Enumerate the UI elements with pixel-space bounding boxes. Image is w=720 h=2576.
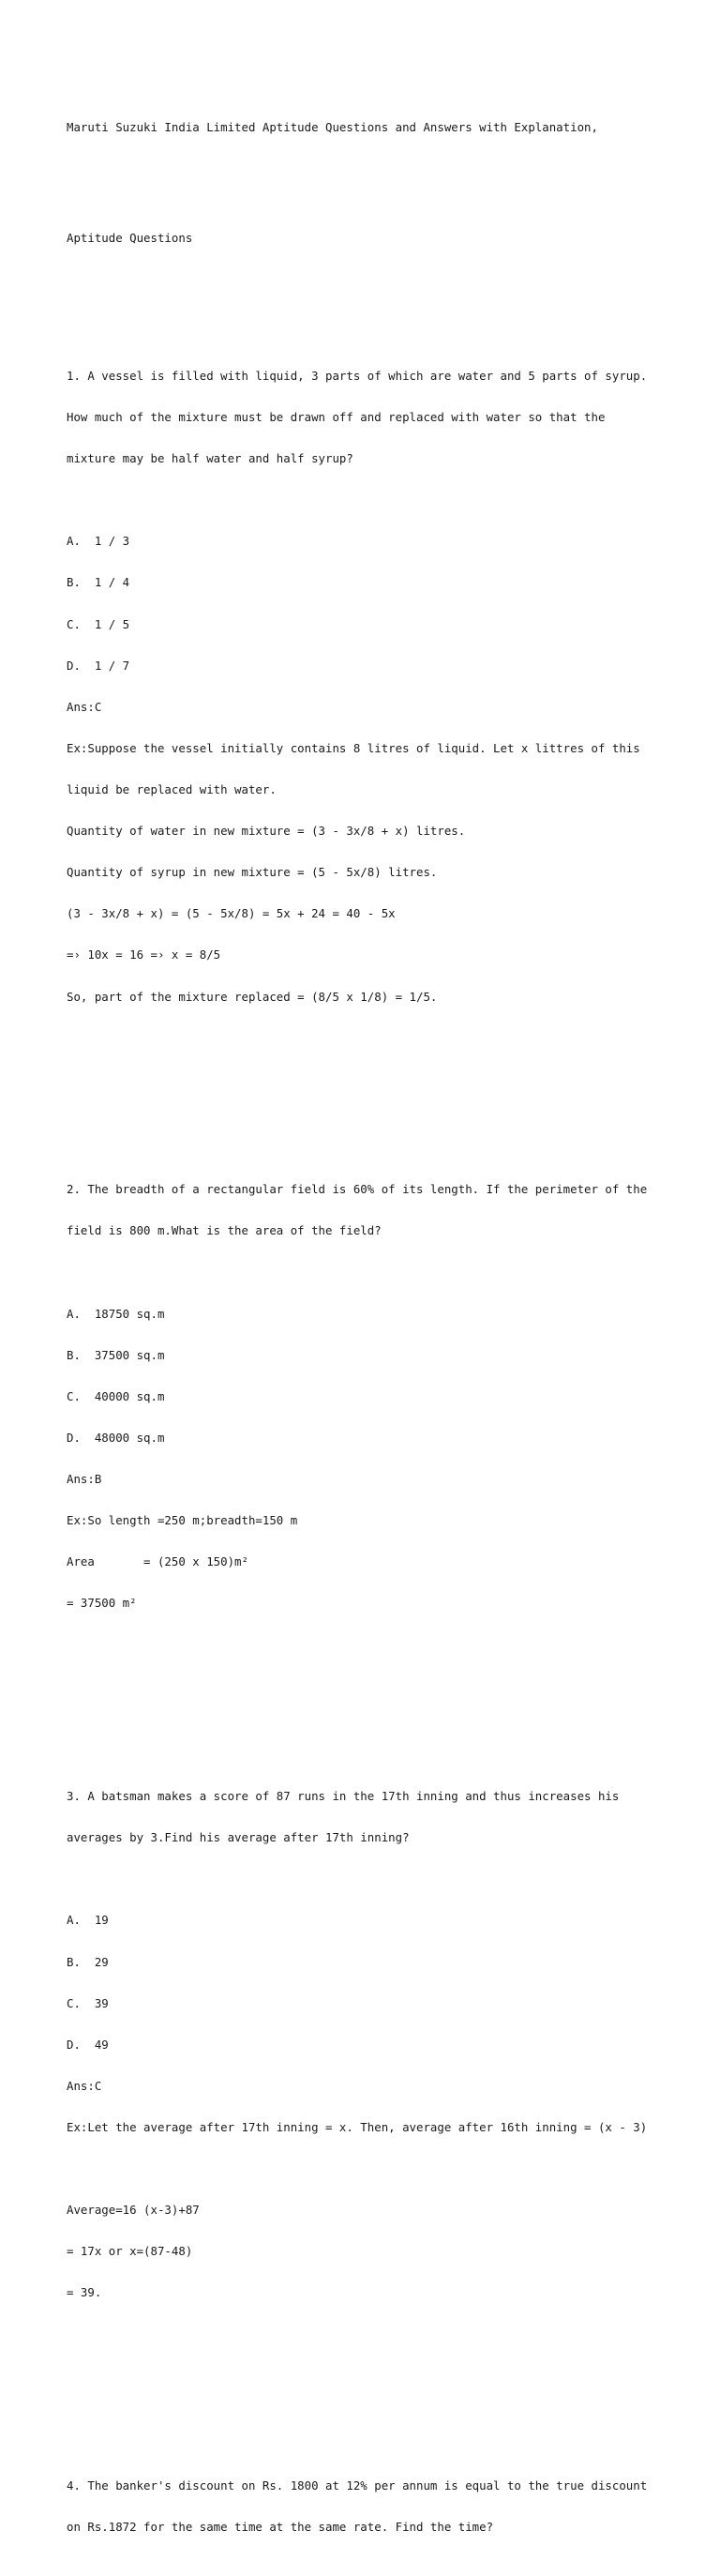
question-text: averages by 3.Find his average after 17th inning?	[67, 1830, 410, 1845]
question-block	[67, 1156, 667, 1639]
question-text: field is 800 m.What is the area of the field?	[67, 1223, 382, 1238]
answer: Ans:B	[67, 1472, 102, 1487]
option-b: B. 1 / 4	[67, 575, 130, 590]
document-page	[67, 94, 667, 2576]
section-title: Aptitude Questions	[67, 230, 193, 245]
option-c: C. 1 / 5	[67, 616, 130, 631]
question-text: 1. A vessel is filled with liquid, 3 parts of which are water and 5 parts of syrup.	[67, 368, 648, 383]
explanation-line: = 37500 m²	[67, 1596, 137, 1611]
explanation-line: Quantity of water in new mixture = (3 - 3x/8 + x) litres.	[67, 824, 466, 839]
question-text: 2. The breadth of a rectangular field is 60% of its length. If the perimeter of the	[67, 1182, 648, 1197]
option-d: D. 48000 sq.m	[67, 1430, 165, 1445]
option-a: A. 1 / 3	[67, 534, 130, 549]
document-title: Maruti Suzuki India Limited Aptitude Questions and Answers with Explanation,	[67, 120, 598, 135]
question-text: 4. The banker's discount on Rs. 1800 at 12% per annum is equal to the true discount	[67, 2478, 648, 2493]
answer: Ans:C	[67, 2078, 102, 2093]
explanation-line: Ex:Suppose the vessel initially contains 8 litres of liquid. Let x littres of this	[67, 740, 640, 755]
question-text: How much of the mixture must be drawn off and replaced with water so that the	[67, 410, 606, 425]
option-c: C. 40000 sq.m	[67, 1388, 165, 1403]
explanation-line	[67, 2162, 667, 2176]
explanation-line: So, part of the mixture replaced = (8/5 x 1/8) = 1/5.	[67, 989, 438, 1004]
explanation-line: Ex:So length =250 m;breadth=150 m	[67, 1513, 298, 1528]
question-block	[67, 342, 667, 1032]
option-d: D. 49	[67, 2037, 109, 2052]
option-c: C. 39	[67, 1995, 109, 2010]
option-d: D. 1 / 7	[67, 658, 130, 673]
explanation-line: = 39.	[67, 2285, 102, 2300]
explanation-line: (3 - 3x/8 + x) = (5 - 5x/8) = 5x + 24 = 40 - 5x	[67, 906, 396, 921]
question-block	[67, 1763, 667, 2328]
option-a: A. 18750 sq.m	[67, 1306, 165, 1321]
question-text: mixture may be half water and half syrup?	[67, 451, 353, 466]
explanation-line: Average=16 (x-3)+87	[67, 2203, 200, 2218]
explanation-line: Quantity of syrup in new mixture = (5 - 5x/8) litres.	[67, 865, 438, 880]
question-block	[67, 2452, 667, 2563]
option-a: A. 19	[67, 1913, 109, 1928]
explanation-line: =› 10x = 16 =› x = 8/5	[67, 947, 221, 962]
explanation-line: Ex:Let the average after 17th inning = x. Then, average after 16th inning = (x - 3)	[67, 2119, 648, 2134]
question-text: on Rs.1872 for the same time at the same rate. Find the time?	[67, 2520, 494, 2535]
explanation-line: = 17x or x=(87-48)	[67, 2244, 193, 2259]
explanation-line: liquid be replaced with water.	[67, 782, 277, 797]
option-b: B. 29	[67, 1954, 109, 1969]
explanation-line: Area = (250 x 150)m²	[67, 1554, 248, 1569]
answer: Ans:C	[67, 699, 102, 714]
option-b: B. 37500 sq.m	[67, 1347, 165, 1362]
question-text: 3. A batsman makes a score of 87 runs in the 17th inning and thus increases his	[67, 1789, 620, 1804]
